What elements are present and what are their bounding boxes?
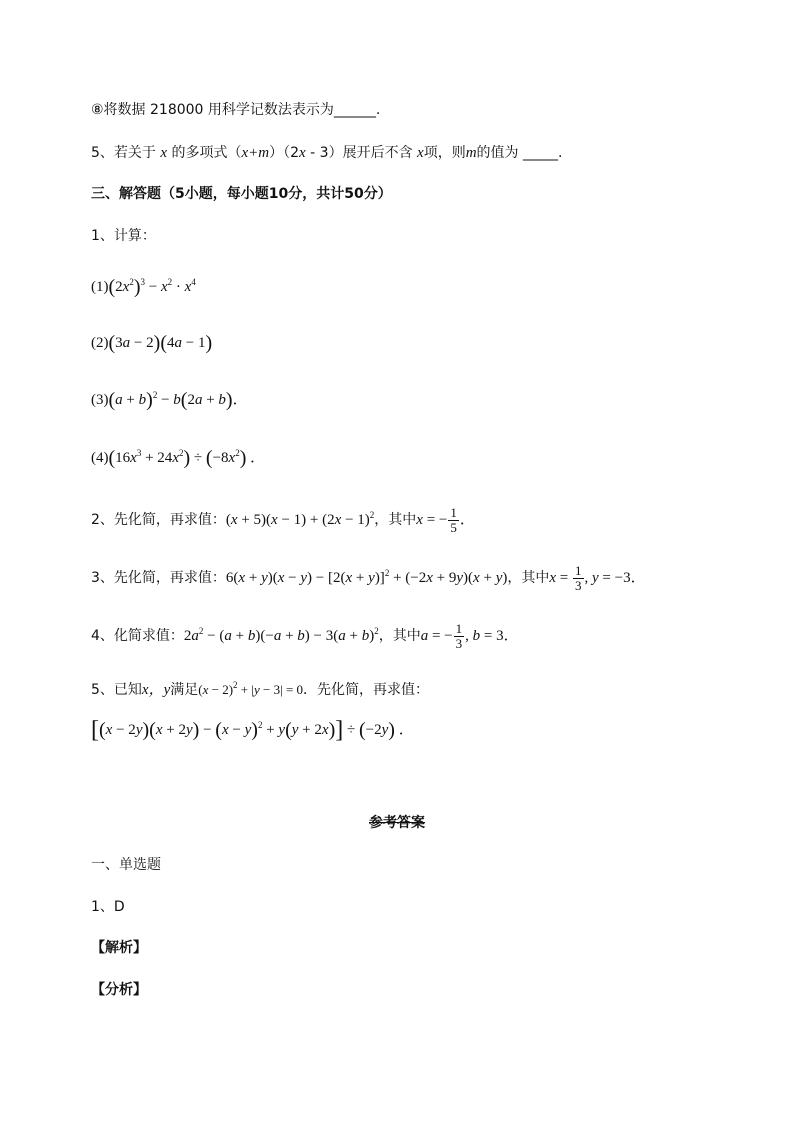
- answer-jiexi: 【解析】: [91, 940, 147, 956]
- q3: [91, 564, 646, 593]
- item5-prefix: 5、若关于: [91, 145, 156, 161]
- q4: [91, 622, 519, 651]
- item5-var: x: [160, 145, 168, 161]
- fill-item-8: ⑧将数据 218000 用科学记数法表示为______.: [91, 102, 381, 118]
- item5-mid4: - 3）展开后不含: [305, 145, 413, 161]
- q2-label: 2、先化简，再求值：: [91, 511, 226, 528]
- q4-expression: $2a^2 - (a + b)(-a + b) - 3(a + b)^2$: [183, 625, 379, 644]
- q4-label: 4、化简求值：: [91, 627, 184, 644]
- q1-part2: (2)(3a − 2)(4a − 1): [91, 332, 213, 354]
- q3-value: x = $\frac{1}{3}$ , y = −3．: [549, 563, 646, 593]
- item5-mid: 的多项式（: [171, 145, 242, 161]
- q1-part3: $(3)(a + b)^2 - b(2a + b)$．: [91, 389, 248, 411]
- q5-after: ．先化简，再求值：: [303, 682, 430, 698]
- answer-fenxi: 【分析】: [91, 982, 147, 998]
- q1-part4: $(4)(16x^3 + 24x^2) \div (-8x^2)$ ．: [91, 447, 266, 469]
- q2-expression: $(x + 5)(x - 1) + (2x - 1)^2$: [225, 509, 375, 528]
- q5-vars: x，y: [141, 682, 171, 698]
- answer-1: 1、D: [91, 899, 125, 915]
- answers-title: 参考答案: [369, 815, 425, 831]
- q1-label: 1、计算：: [91, 228, 156, 244]
- section3-heading: 三、解答题（5小题，每小题10分，共计50分）: [91, 186, 392, 202]
- q5-cond-text: 满足: [170, 682, 199, 698]
- item5-poly: x+m: [241, 145, 270, 161]
- q2: [91, 506, 475, 535]
- q4-where: ，其中: [378, 627, 421, 644]
- item5-mid2: ）（2: [269, 145, 300, 161]
- q3-expression: $6(x + y)(x - y) - [2(x + y)]^2 + (-2x + 9y)(x + y)$: [225, 567, 508, 586]
- q1-part1: $(1)(2x^2)^3 - x^2 \cdot x^4$: [91, 276, 196, 298]
- item5-mid5: x: [417, 145, 424, 161]
- q5: [91, 680, 429, 700]
- item5-mid7: m: [465, 145, 477, 161]
- q5-condition: $(x - 2)^2 + |y - 3| = 0$: [198, 680, 304, 697]
- fill-item-5: [91, 143, 562, 163]
- q4-value: a = − $\frac{1}{3}$ , b = 3．: [420, 621, 519, 651]
- q3-label: 3、先化简，再求值：: [91, 569, 226, 586]
- q2-where: ，其中: [374, 511, 417, 528]
- item5-mid6: 项，则: [423, 145, 466, 161]
- q5-label: 5、已知: [91, 682, 142, 698]
- q2-value: x = − $\frac{1}{5}$ ．: [416, 505, 475, 535]
- q3-where: ，其中: [507, 569, 550, 586]
- item5-mid3: x: [299, 145, 306, 161]
- q5-expression: $[(x - 2y)(x + 2y) - (x - y)^2 + y(y + 2x)] \div (-2y)$ ．: [91, 717, 414, 743]
- item5-suffix: 的值为 _____.: [476, 145, 563, 161]
- answers-section1: 一、单选题: [91, 857, 161, 873]
